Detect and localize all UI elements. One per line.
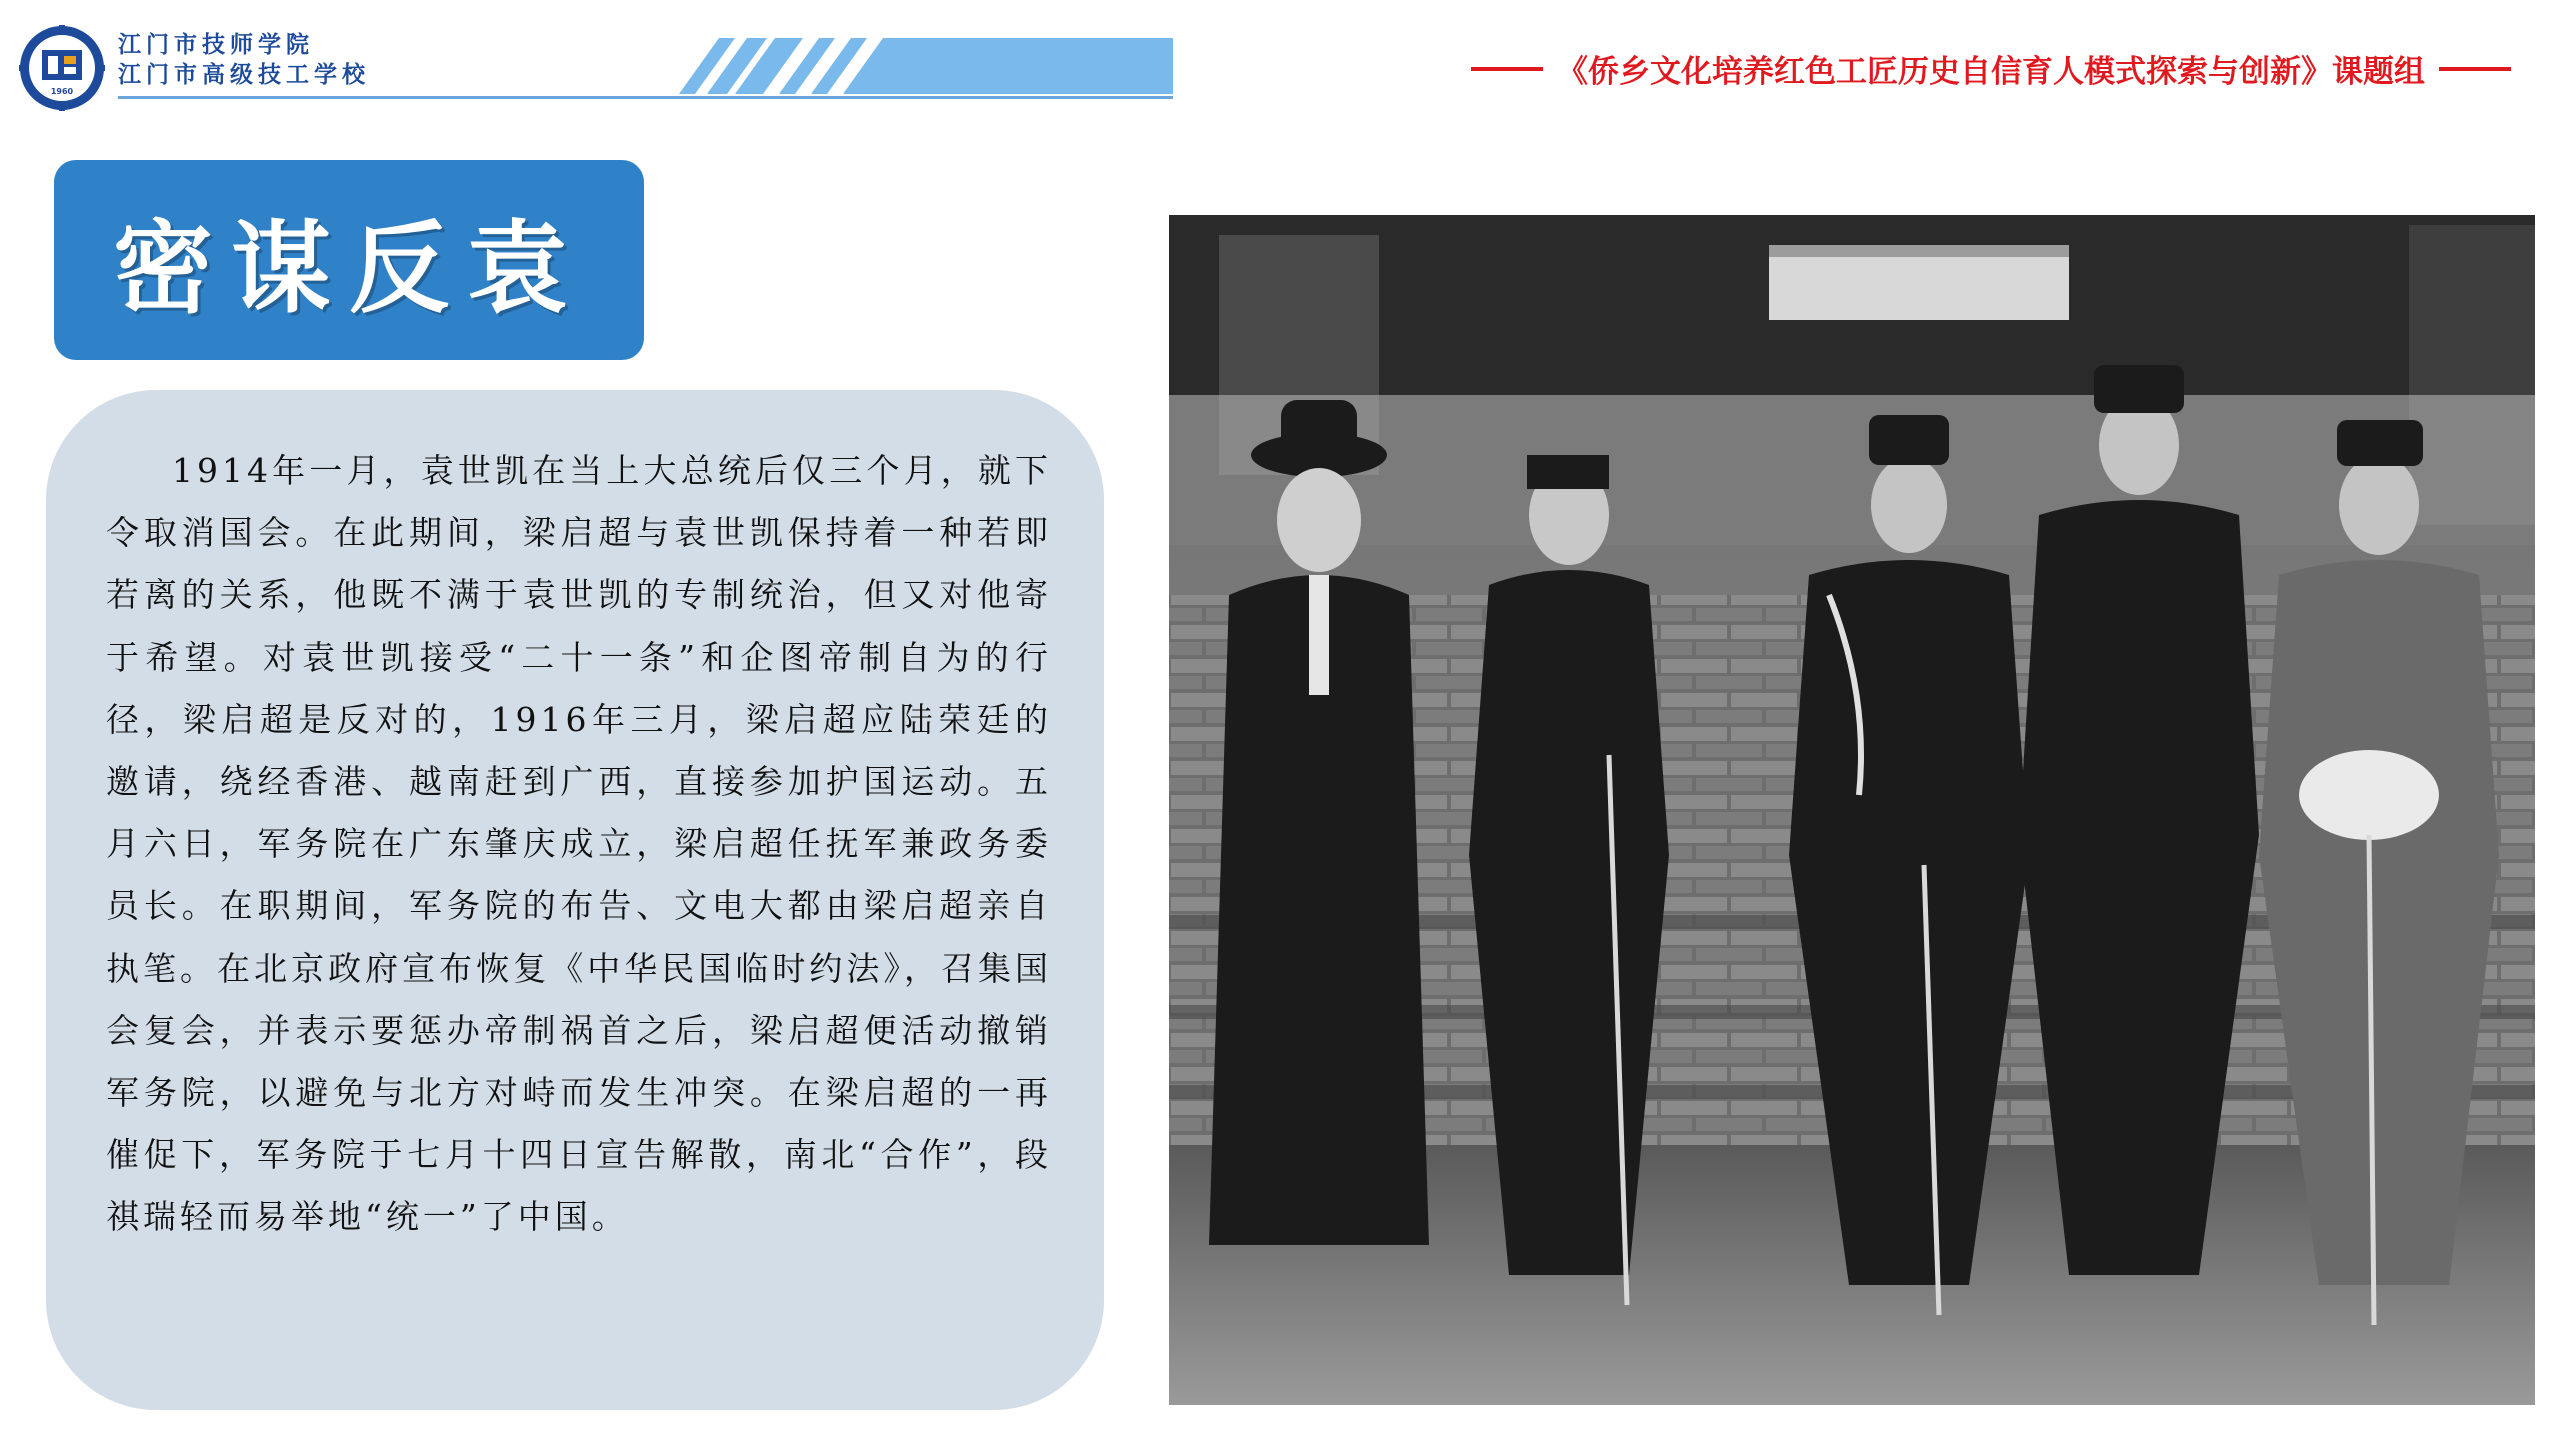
header-divider: [118, 96, 1173, 99]
title-badge: [54, 160, 644, 360]
school-name-cn-1: 江门市技师学院: [118, 31, 314, 58]
body-text-panel: [46, 390, 1104, 1410]
body-paragraph: 1914年一月，袁世凯在当上大总统后仅三个月，就下令取消国会。在此期间，梁启超与袁世凯保持着一种若即若离的关系，他既不满于袁世凯的专制统治，但又对他寄于希望。对袁世凯接受“二十一条”和企图帝制自为的行径，梁启超是反对的，1916年三月，梁启超应陆荣廷的邀请，绕经香港、越南赶到广西，直接参加护国运动。五月六日，军务院在广东肇庆成立，梁启超任抚军兼政务委员长。在职期间，军务院的布告、文电大都由梁启超亲自执笔。在北京政府宣布恢复《中华民国临时约法》，召集国会复会，并表示要惩办帝制祸首之后，梁启超便活动撤销军务院，以避免与北方对峙而发生冲突。在梁启超的一再催促下，军务院于七月十四日宣告解散，南北“合作”，段祺瑞轻而易举地“统一”了中国。: [106, 451, 1052, 1237]
right-dash: [2439, 67, 2511, 71]
school-name-block: [118, 30, 408, 90]
historical-photo: [1169, 215, 2535, 1405]
left-dash: [1471, 67, 1543, 71]
school-name-cn-2: 江门市高级技工学校: [118, 61, 370, 88]
logo-year: 1960: [50, 87, 74, 96]
project-title-text: 《侨乡文化培养红色工匠历史自信育人模式探索与创新》课题组: [1557, 54, 2425, 90]
slide-title: 密谋反袁: [113, 209, 585, 327]
school-logo: [18, 24, 106, 112]
header-stripe-bar: [395, 38, 1173, 94]
project-group-title: [1471, 46, 2511, 91]
